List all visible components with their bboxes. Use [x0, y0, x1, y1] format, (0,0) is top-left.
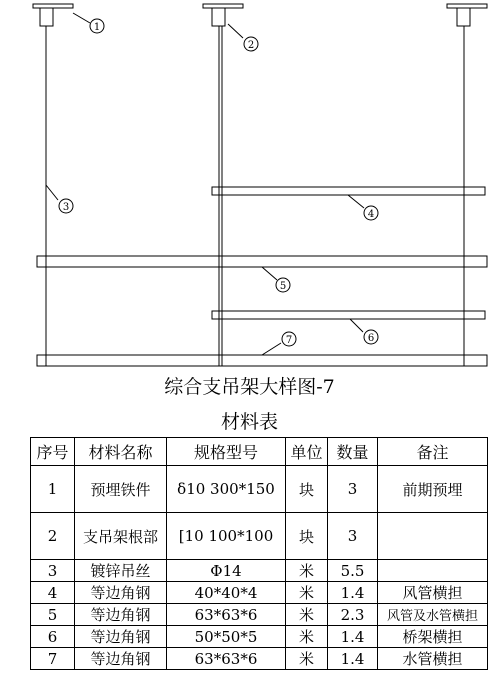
cross-arm-4	[212, 187, 485, 195]
table-row	[31, 466, 488, 513]
table-row	[31, 560, 488, 582]
cell-spec: 63*63*6	[167, 648, 286, 670]
embedded-plate-left-block	[40, 8, 53, 26]
callout-label-7: 7	[285, 335, 293, 346]
cell-remark: 风管横担	[378, 582, 488, 604]
cell-unit: 米	[286, 648, 328, 670]
embedded-plate-right	[447, 4, 487, 8]
cell-unit: 块	[286, 513, 328, 560]
cell-quantity: 3	[328, 513, 378, 560]
header-remark: 备注	[378, 438, 488, 466]
header-name: 材料名称	[75, 438, 167, 466]
header-unit: 单位	[286, 438, 328, 466]
cell-name: 预埋铁件	[75, 466, 167, 513]
leader-4	[348, 195, 364, 208]
cell-quantity: 1.4	[328, 648, 378, 670]
drawing-title: 综合支吊架大样图-7	[164, 376, 335, 398]
cell-index: 6	[31, 626, 75, 648]
cell-quantity: 1.4	[328, 582, 378, 604]
callout-label-2: 2	[247, 40, 255, 51]
cell-spec: 50*50*5	[167, 626, 286, 648]
header-quantity: 数量	[328, 438, 378, 466]
cell-index: 3	[31, 560, 75, 582]
cell-spec: Φ14	[167, 560, 286, 582]
cell-unit: 米	[286, 604, 328, 626]
table-header-row	[31, 438, 488, 466]
header-spec: 规格型号	[167, 438, 286, 466]
table-row	[31, 648, 488, 670]
callout-label-3: 3	[62, 202, 70, 213]
leader-1	[73, 13, 90, 23]
cell-unit: 块	[286, 466, 328, 513]
cell-spec: δ10 300*150	[167, 466, 286, 513]
table-row	[31, 513, 488, 560]
embedded-plate-left	[33, 4, 73, 8]
cell-name: 镀锌吊丝	[75, 560, 167, 582]
cell-name: 等边角钢	[75, 626, 167, 648]
cell-index: 4	[31, 582, 75, 604]
cell-spec: 63*63*6	[167, 604, 286, 626]
embedded-plate-right-block	[457, 8, 470, 26]
cell-remark: 前期预埋	[378, 466, 488, 513]
cell-unit: 米	[286, 582, 328, 604]
material-table-title: 材料表	[220, 411, 278, 433]
embedded-plate-middle	[203, 4, 243, 8]
cell-quantity: 2.3	[328, 604, 378, 626]
cell-remark: 桥架横担	[378, 626, 488, 648]
header-index: 序号	[31, 438, 75, 466]
cell-spec: [10 100*100	[167, 513, 286, 560]
cell-name: 等边角钢	[75, 604, 167, 626]
cell-remark	[378, 560, 488, 582]
cross-arm-5	[37, 256, 487, 267]
leader-2	[228, 24, 243, 38]
table-row	[31, 604, 488, 626]
cell-remark: 风管及水管横担	[378, 604, 488, 626]
embedded-plate-middle-block	[212, 8, 225, 26]
leader-3	[46, 185, 58, 200]
cell-quantity: 1.4	[328, 626, 378, 648]
cell-quantity: 5.5	[328, 560, 378, 582]
leader-5	[262, 267, 277, 280]
table-row	[31, 582, 488, 604]
cell-spec: 40*40*4	[167, 582, 286, 604]
cell-unit: 米	[286, 560, 328, 582]
leader-7	[262, 343, 281, 355]
cell-remark: 水管横担	[378, 648, 488, 670]
material-table	[30, 437, 488, 670]
cell-index: 1	[31, 466, 75, 513]
cell-name: 支吊架根部	[75, 513, 167, 560]
callout-label-6: 6	[367, 333, 375, 344]
cell-index: 5	[31, 604, 75, 626]
cell-index: 7	[31, 648, 75, 670]
cell-index: 2	[31, 513, 75, 560]
cell-name: 等边角钢	[75, 648, 167, 670]
cell-remark	[378, 513, 488, 560]
callout-label-4: 4	[367, 209, 375, 220]
cell-quantity: 3	[328, 466, 378, 513]
cell-unit: 米	[286, 626, 328, 648]
cross-arm-6	[212, 311, 485, 319]
callout-label-1: 1	[93, 22, 101, 33]
cell-name: 等边角钢	[75, 582, 167, 604]
cross-arm-7	[37, 355, 487, 366]
leader-6	[350, 319, 363, 332]
callout-label-5: 5	[279, 281, 287, 292]
table-row	[31, 626, 488, 648]
